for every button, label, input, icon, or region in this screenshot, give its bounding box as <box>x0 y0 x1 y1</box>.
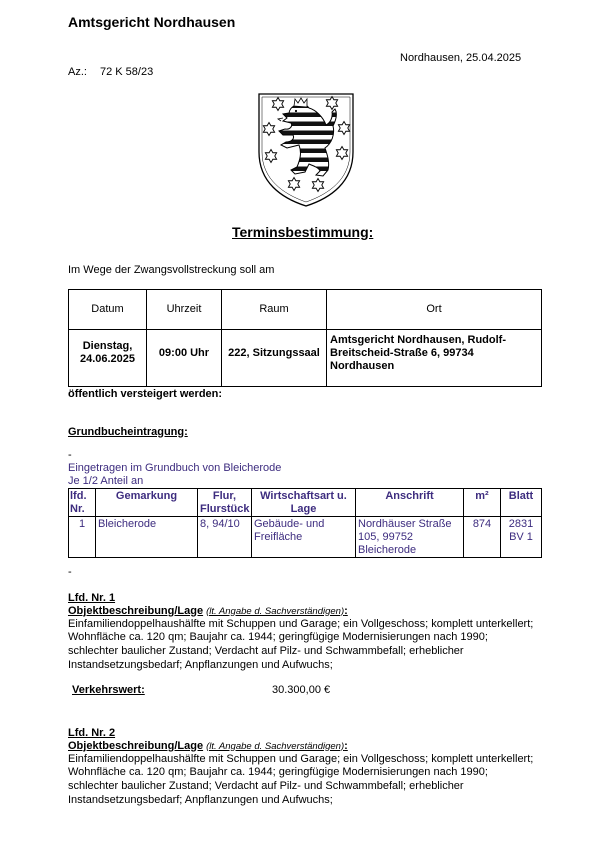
description-note: (lt. Angabe d. Sachverständigen) <box>206 740 345 752</box>
parcel-number: 8, 94/10 <box>198 517 252 558</box>
schedule-header-row <box>69 290 542 330</box>
case-number-label: Az.: <box>68 65 87 78</box>
parcel-area: 874 <box>464 517 501 558</box>
description-colon: : <box>344 739 348 752</box>
description-label-line <box>68 740 348 753</box>
description-line: schlechter baulicher Zustand; Verdacht auf Pilz- und Schwammbefall; erheblicher <box>68 644 464 657</box>
schedule-date: Dienstag, 24.06.2025 <box>69 330 147 387</box>
table-row <box>69 517 542 558</box>
lot-description <box>68 618 533 673</box>
schedule-place: Amtsgericht Nordhausen, Rudolf-Breitscheid-Straße 6, 99734 Nordhausen <box>327 330 542 387</box>
parcel-header-area: m² <box>464 489 501 517</box>
parcel-header-sheet: Blatt <box>501 489 542 517</box>
parcel-district: Bleicherode <box>96 517 198 558</box>
register-text: Eingetragen im Grundbuch von Bleicherode <box>68 461 282 474</box>
description-line: Wohnfläche ca. 120 qm; Baujahr ca. 1944; geringfügige Modernisierungen nach 1990; <box>68 631 488 644</box>
auction-note: öffentlich versteigert werden: <box>68 387 223 400</box>
document-date: Nordhausen, 25.04.2025 <box>400 51 522 64</box>
parcel-no: 1 <box>69 517 96 558</box>
schedule-row <box>69 330 542 387</box>
schedule-room: 222, Sitzungssaal <box>222 330 327 387</box>
parcel-header-no: lfd.Nr. <box>69 489 96 517</box>
description-line: Einfamiliendoppelhaushälfte mit Schuppen und Garage; ein Vollgeschoss; komplett unterkellert; <box>68 617 534 630</box>
description-line: Wohnfläche ca. 120 qm; Baujahr ca. 1944; geringfügige Modernisierungen nach 1990; <box>68 766 488 779</box>
share-text: Je 1/2 Anteil an <box>68 474 144 487</box>
description-line: Einfamiliendoppelhaushälfte mit Schuppen und Garage; ein Vollgeschoss; komplett unterkellert; <box>68 752 534 765</box>
description-label-line <box>68 605 348 618</box>
market-value-label: Verkehrswert: <box>72 683 145 696</box>
description-line: schlechter baulicher Zustand; Verdacht auf Pilz- und Schwammbefall; erheblicher <box>68 779 464 792</box>
intro-text: Im Wege der Zwangsvollstreckung soll am <box>68 263 275 276</box>
description-note: (lt. Angabe d. Sachverständigen) <box>206 605 345 617</box>
case-number: 72 K 58/23 <box>100 65 154 78</box>
parcel-table <box>68 488 542 558</box>
parcel-header-row <box>69 489 542 517</box>
schedule-header-date: Datum <box>69 290 147 330</box>
document-title: Terminsbestimmung: <box>232 223 374 240</box>
parcel-header-usage: Wirtschaftsart u. Lage <box>252 489 356 517</box>
market-value: 30.300,00 € <box>272 683 331 696</box>
parcel-header-district: Gemarkung <box>96 489 198 517</box>
parcel-sheet: 2831 BV 1 <box>501 517 542 558</box>
court-name: Amtsgericht Nordhausen <box>68 14 236 30</box>
description-line: Instandsetzungsbedarf; Anpflanzungen und Aufwuchs; <box>68 793 333 806</box>
description-label: Objektbeschreibung/Lage <box>68 604 204 617</box>
parcel-header-address: Anschrift <box>356 489 464 517</box>
lot-description <box>68 753 533 808</box>
parcel-address: Nordhäuser Straße 105, 99752 Bleicherode <box>356 517 464 558</box>
description-label: Objektbeschreibung/Lage <box>68 739 204 752</box>
separator: - <box>68 448 72 461</box>
schedule-header-room: Raum <box>222 290 327 330</box>
schedule-time: 09:00 Uhr <box>147 330 222 387</box>
lot-heading: Lfd. Nr. 2 <box>68 726 116 739</box>
separator: - <box>68 565 72 578</box>
coat-of-arms-icon <box>256 90 356 208</box>
parcel-usage: Gebäude- und Freifläche <box>252 517 356 558</box>
schedule-header-place: Ort <box>327 290 542 330</box>
land-register-heading: Grundbucheintragung: <box>68 425 188 438</box>
lot-heading: Lfd. Nr. 1 <box>68 591 116 604</box>
schedule-table <box>68 289 542 387</box>
parcel-header-parcel: Flur, Flurstück <box>198 489 252 517</box>
description-line: Instandsetzungsbedarf; Anpflanzungen und Aufwuchs; <box>68 658 333 671</box>
description-colon: : <box>344 604 348 617</box>
schedule-header-time: Uhrzeit <box>147 290 222 330</box>
